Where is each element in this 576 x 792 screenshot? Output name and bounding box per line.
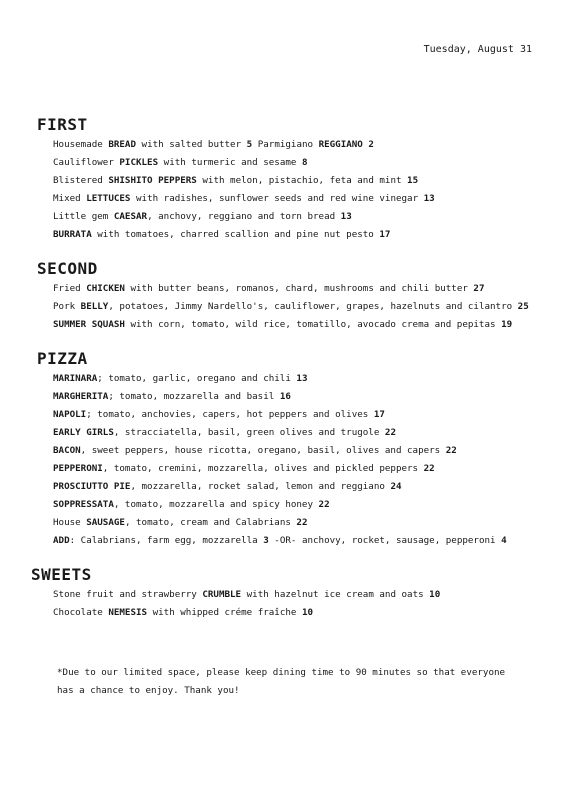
menu-item-emphasis: 16 [279, 391, 291, 402]
menu-item [53, 136, 576, 154]
menu-item-text: Pork [53, 301, 81, 312]
menu-item-list [0, 136, 576, 244]
menu-item-text: Cauliflower [53, 157, 120, 168]
menu-item [53, 298, 576, 316]
menu-item-text: , potatoes, Jimmy Nardello's, cauliflower, grapes, hazelnuts and cilantro [108, 301, 518, 312]
menu-item [53, 586, 576, 604]
menu-item [53, 604, 576, 622]
menu-item-text: Blistered [53, 175, 109, 186]
menu-item-emphasis: 8 [301, 157, 308, 168]
menu-item-text: with corn, tomato, wild rice, tomatillo, avocado crema and pepitas [124, 319, 502, 330]
section-heading: SECOND [37, 259, 98, 278]
section-second [0, 260, 576, 334]
menu-item-text: : Calabrians, farm egg, mozzarella [69, 535, 264, 546]
menu-item-text: , anchovy, reggiano and torn bread [147, 211, 341, 222]
menu-item-text: Housemade [53, 139, 109, 150]
menu-item [53, 460, 576, 478]
menu-item [53, 388, 576, 406]
menu-item-emphasis: 2 [368, 139, 374, 150]
menu-item-text: with butter beans, romanos, chard, mushrooms and chili butter [124, 283, 474, 294]
menu-date: Tuesday, August 31 [423, 44, 532, 55]
menu-item-list [0, 370, 576, 550]
menu-item [53, 406, 576, 424]
section-heading: SWEETS [31, 565, 92, 584]
menu-item-emphasis: 15 [407, 175, 419, 186]
section-heading: FIRST [37, 115, 88, 134]
menu-item-emphasis: BREAD [108, 139, 136, 150]
menu-item-text: ; tomato, garlic, oregano and chili [97, 373, 297, 384]
menu-item-emphasis: BACON [53, 445, 81, 456]
menu-item [53, 226, 576, 244]
menu-item [53, 370, 576, 388]
menu-item-emphasis: MARINARA [53, 373, 98, 384]
menu-item-emphasis: SHISHITO PEPPERS [108, 175, 197, 186]
menu-item-text: Parmigiano [252, 139, 319, 150]
menu-item-emphasis: SUMMER SQUASH [53, 319, 125, 330]
menu-item-text: with turmeric and sesame [158, 157, 302, 168]
menu-item-text: ; tomato, mozzarella and basil [108, 391, 280, 402]
menu-item-emphasis: 10 [301, 607, 314, 618]
menu-item [53, 172, 576, 190]
menu-item-text: Chocolate [53, 607, 109, 618]
menu-item-text: with hazelnut ice cream and oats [241, 589, 430, 600]
menu-item [53, 280, 576, 298]
menu-item-text: Stone fruit and strawberry [53, 589, 203, 600]
section-sweets [0, 566, 576, 622]
menu-item [53, 442, 576, 460]
menu-item-emphasis: 17 [373, 409, 385, 420]
menu-item-text: Mixed [53, 193, 87, 204]
menu-item-list [0, 280, 576, 334]
menu-item [53, 496, 576, 514]
menu-item-emphasis: 27 [473, 283, 485, 294]
menu-item-text: House [53, 517, 87, 528]
menu-item [53, 514, 576, 532]
menu-item-emphasis: 22 [423, 463, 435, 474]
menu-item-text: -OR- anchovy, rocket, sausage, pepperoni [268, 535, 502, 546]
menu-item-emphasis: 24 [390, 481, 402, 492]
menu-item-text: ; tomato, anchovies, capers, hot peppers and olives [86, 409, 374, 420]
menu-item-emphasis: 22 [296, 517, 308, 528]
menu-item-emphasis: 3 [263, 535, 269, 546]
menu-item-emphasis: 19 [501, 319, 513, 330]
menu-item-emphasis: CHICKEN [86, 283, 125, 294]
menu-item-emphasis: ADD [53, 535, 70, 546]
menu-item [53, 478, 576, 496]
menu-item-emphasis: CAESAR [113, 211, 148, 222]
menu-item-emphasis: 22 [445, 445, 457, 456]
menu-item-text: , tomato, mozzarella and spicy honey [113, 499, 319, 510]
section-pizza [0, 350, 576, 550]
menu-item-text: with melon, pistachio, feta and mint [196, 175, 408, 186]
menu-item-emphasis: REGGIANO [318, 139, 363, 150]
menu-item-text: Little gem [53, 211, 114, 222]
menu-item-emphasis: PICKLES [119, 157, 159, 168]
menu-item-text: with tomatoes, charred scallion and pine nut pesto [91, 229, 380, 240]
menu-item-emphasis: SOPPRESSATA [53, 499, 114, 510]
menu-item-emphasis: 25 [517, 301, 529, 312]
menu-item-text: , tomato, cream and Calabrians [124, 517, 297, 528]
dining-time-note [57, 664, 537, 700]
menu-item-emphasis: PROSCIUTTO PIE [53, 481, 131, 492]
menu-item-emphasis: 13 [296, 373, 308, 384]
menu-item-emphasis: BELLY [80, 301, 109, 312]
menu-item-text: , mozzarella, rocket salad, lemon and reggiano [130, 481, 391, 492]
menu-item-emphasis: NAPOLI [53, 409, 87, 420]
menu-item-emphasis: 13 [423, 193, 435, 204]
menu-item-text: , stracciatella, basil, green olives and trugole [113, 427, 385, 438]
menu-item [53, 208, 576, 226]
note-line: has a chance to enjoy. Thank you! [57, 685, 240, 696]
menu-item-emphasis: 22 [318, 499, 330, 510]
menu-item [53, 154, 576, 172]
menu-item-emphasis: 13 [340, 211, 352, 222]
menu-item [53, 532, 576, 550]
menu-item-emphasis: MARGHERITA [53, 391, 109, 402]
menu-item-emphasis: BURRATA [53, 229, 92, 240]
menu-item-emphasis: NEMESIS [108, 607, 148, 618]
menu-item-text: with radishes, sunflower seeds and red wine vinegar [130, 193, 424, 204]
menu-item-text: with whipped créme fraîche [147, 607, 302, 618]
menu-item-text: Fried [53, 283, 87, 294]
menu-item-emphasis: SAUSAGE [86, 517, 125, 528]
menu-item-emphasis: 4 [501, 535, 507, 546]
menu-item-list [0, 586, 576, 622]
menu-item-emphasis: 5 [246, 139, 253, 150]
menu-item-emphasis: 22 [384, 427, 396, 438]
menu-item-emphasis: 17 [379, 229, 391, 240]
menu-item-text: , sweet peppers, house ricotta, oregano, basil, olives and capers [80, 445, 446, 456]
menu-item-emphasis: 10 [429, 589, 441, 600]
menu-item [53, 190, 576, 208]
menu-item-emphasis: LETTUCES [86, 193, 131, 204]
menu-item-text: , tomato, cremini, mozzarella, olives and pickled peppers [102, 463, 424, 474]
menu-item-text: with salted butter [136, 139, 247, 150]
menu-item-emphasis: PEPPERONI [53, 463, 103, 474]
menu-item-emphasis: CRUMBLE [202, 589, 242, 600]
menu-item [53, 316, 576, 334]
note-line: *Due to our limited space, please keep dining time to 90 minutes so that everyone [57, 667, 506, 678]
menu-item-emphasis: EARLY GIRLS [53, 427, 114, 438]
section-heading: PIZZA [37, 349, 88, 368]
menu-item [53, 424, 576, 442]
section-first [0, 116, 576, 244]
